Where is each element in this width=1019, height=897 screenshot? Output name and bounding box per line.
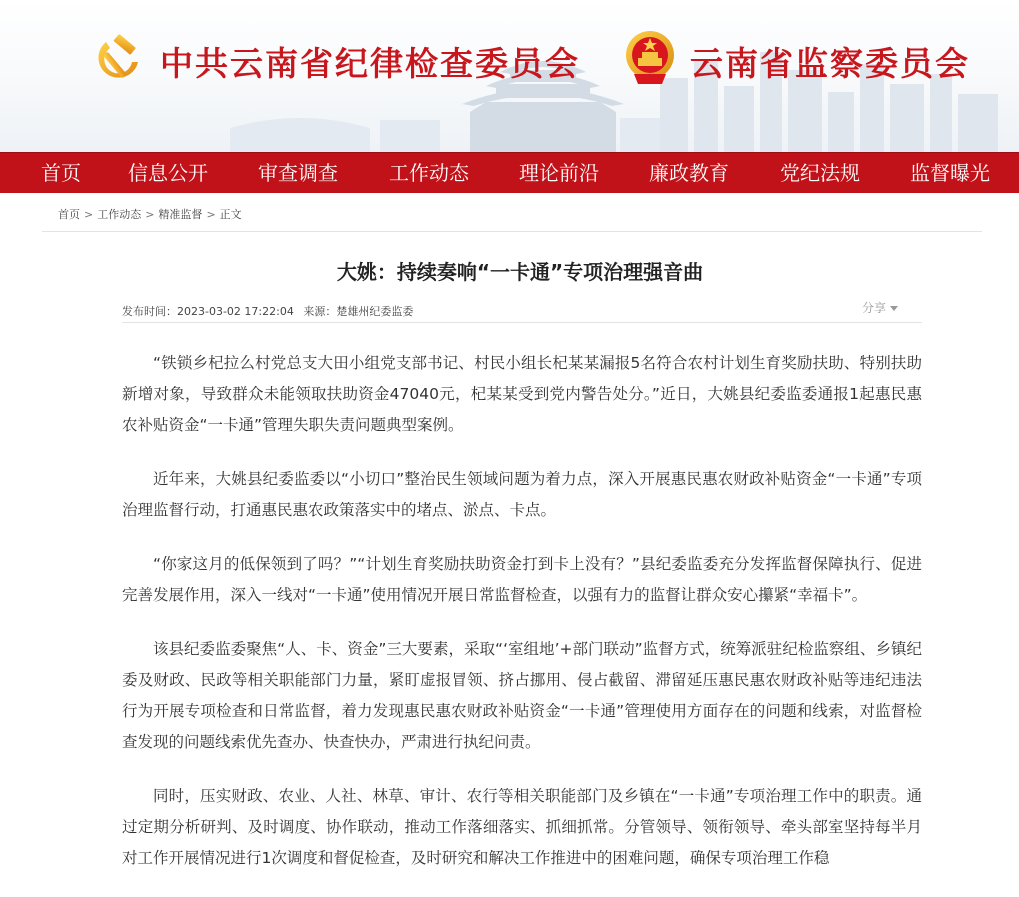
nav-item-exposure[interactable]: 监督曝光: [910, 161, 990, 185]
site-title-left: 中共云南省纪律检查委员会: [160, 44, 580, 83]
paragraph: “你家这月的低保领到了吗？”“计划生育奖励扶助资金打到卡上没有？”县纪委监委充分发挥监督保障执行、促进完善发展作用，深入一线对“一卡通”使用情况开展日常监督检查，以强有力的监督让群众安心攥紧“幸福卡”。: [122, 555, 922, 604]
article-body: [122, 348, 922, 897]
meta-divider: [122, 322, 922, 323]
main-nav: [0, 152, 1019, 193]
paragraph: 该县纪委监委聚焦“人、卡、资金”三大要素，采取“‘室组地’+部门联动”监督方式，统筹派驻纪检监察组、乡镇纪委及财政、民政等相关职能部门力量，紧盯虚报冒领、挤占挪用、侵占截留、滞留延压惠民惠农财政补贴等违纪违法行为开展专项检查和日常监督，着力发现惠民惠农财政补贴资金“一卡通”管理使用方面存在的问题和线索，对监督检查发现的问题线索优先查办、快查快办，严肃进行执纪问责。: [122, 640, 922, 751]
nav-item-info-disclosure[interactable]: 信息公开: [128, 161, 208, 185]
source-value: 楚雄州纪委监委: [336, 305, 414, 318]
share-label: 分享: [862, 301, 887, 315]
nav-item-home[interactable]: 首页: [41, 161, 81, 185]
article-meta: [122, 303, 413, 319]
breadcrumb-divider: [42, 231, 982, 232]
paragraph: 同时，压实财政、农业、人社、林草、审计、农行等相关职能部门及乡镇在“一卡通”专项治理工作中的职责。通过定期分析研判、及时调度、协作联动，推动工作落细落实、抓细抓常。分管领导、领衔领导、牵头部室坚持每半月对工作开展情况进行1次调度和督促检查，及时研究和解决工作推进中的困难问题，确保专项治理工作稳: [122, 787, 922, 867]
nav-item-investigation[interactable]: 审查调查: [258, 161, 338, 185]
breadcrumb-separator: >: [145, 208, 155, 221]
article-title: 大姚：持续奏响“一卡通”专项治理强音曲: [336, 260, 704, 284]
published-label: 发布时间：: [122, 305, 177, 318]
hammer-sickle-icon: [92, 32, 146, 86]
nav-item-integrity-education[interactable]: 廉政教育: [649, 161, 729, 185]
nav-item-theory[interactable]: 理论前沿: [519, 161, 599, 185]
breadcrumb-work-news[interactable]: 工作动态: [97, 208, 142, 221]
published-time: 2023-03-02 17:22:04: [177, 305, 294, 318]
breadcrumb-separator: >: [84, 208, 94, 221]
nav-item-work-news[interactable]: 工作动态: [389, 161, 469, 185]
paragraph: 近年来，大姚县纪委监委以“小切口”整治民生领域问题为着力点，深入开展惠民惠农财政补贴资金“一卡通”专项治理监督行动，打通惠民惠农政策落实中的堵点、淤点、卡点。: [122, 470, 922, 519]
chevron-down-icon: [890, 306, 898, 311]
national-emblem-icon: [624, 28, 676, 86]
site-title-right: 云南省监察委员会: [690, 44, 970, 83]
breadcrumb-current: 正文: [219, 208, 242, 221]
breadcrumb: [58, 206, 242, 222]
breadcrumb-precise-supervision[interactable]: 精准监督: [158, 208, 203, 221]
paragraph: “铁锁乡杞拉么村党总支大田小组党支部书记、村民小组长杞某某漏报5名符合农村计划生育奖励扶助、特别扶助新增对象，导致群众未能领取扶助资金47040元，杞某某受到党内警告处分。”近日，大姚县纪委监委通报1起惠民惠农补贴资金“一卡通”管理失职失责问题典型案例。: [122, 354, 922, 434]
site-header: [0, 0, 1019, 152]
breadcrumb-separator: >: [206, 208, 216, 221]
source-label: 来源：: [303, 305, 337, 318]
share-button[interactable]: [862, 299, 898, 316]
breadcrumb-home[interactable]: 首页: [58, 208, 80, 221]
nav-item-regulations[interactable]: 党纪法规: [780, 161, 860, 185]
